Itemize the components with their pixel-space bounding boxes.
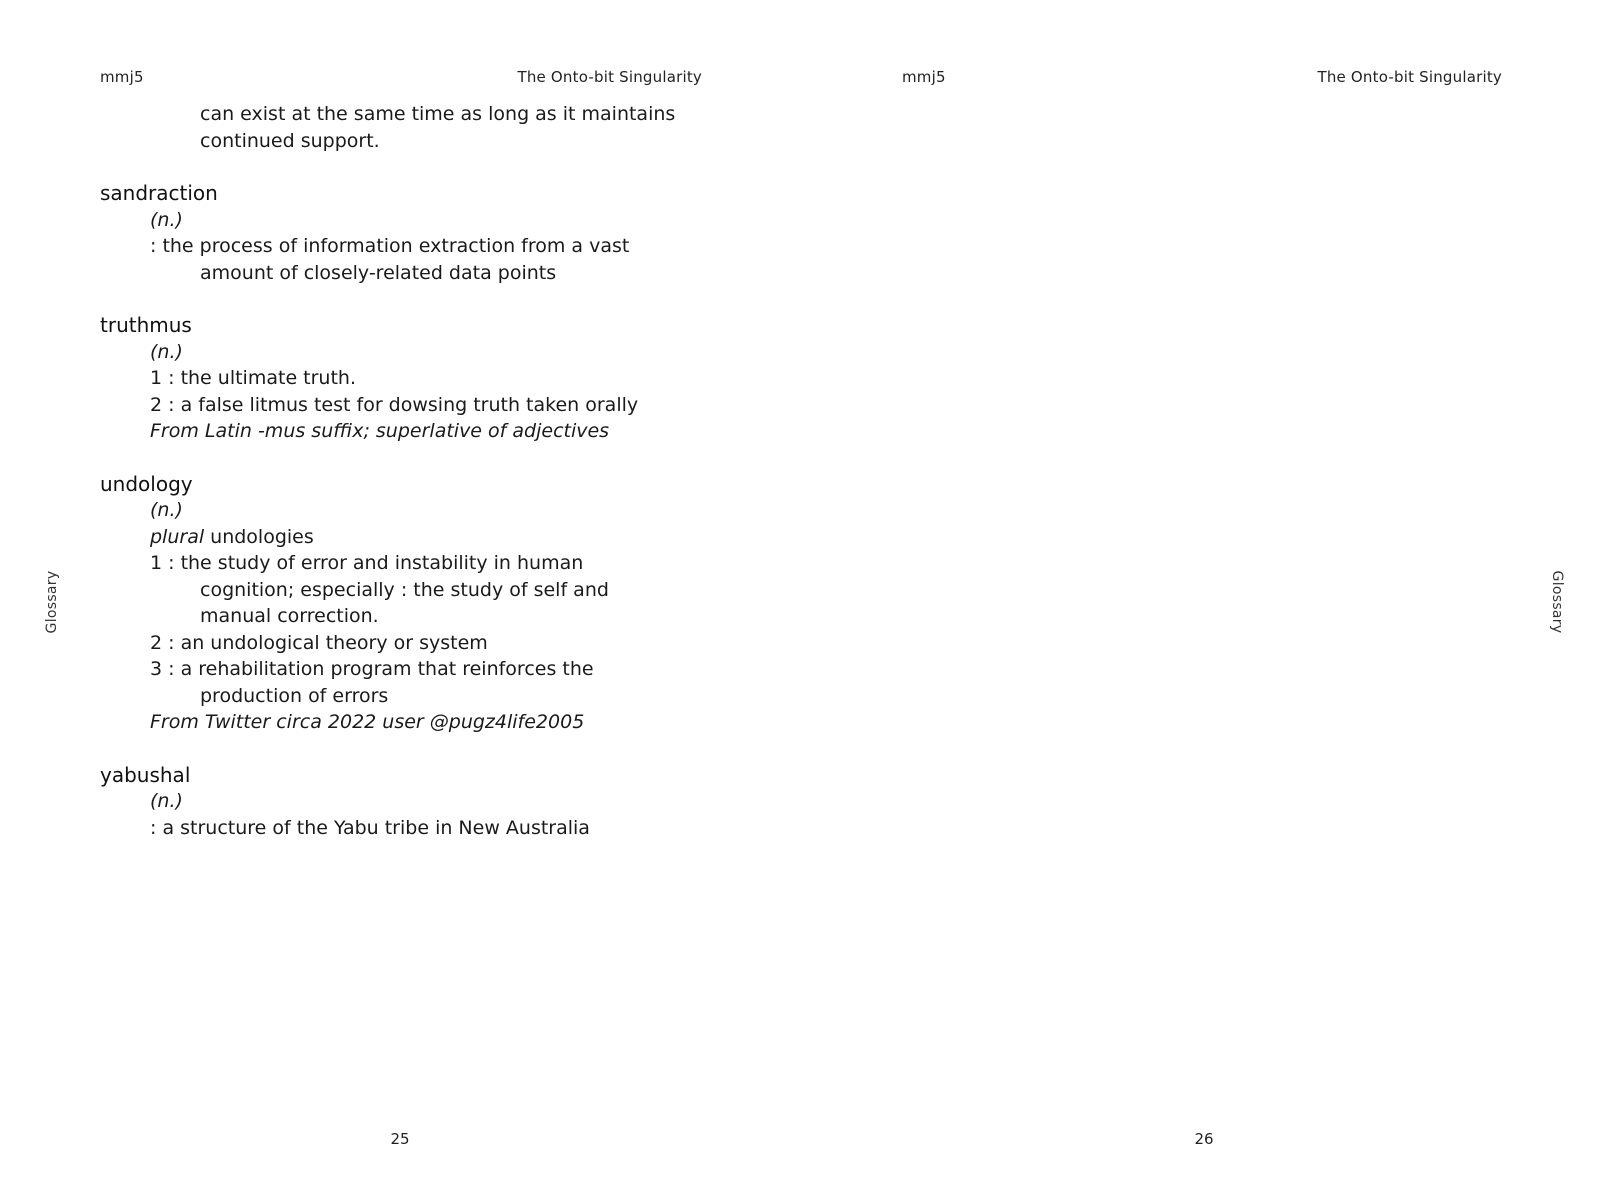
etymology-line: From Latin -mus suffix; superlative of adjectives	[150, 420, 610, 442]
definition-line: 2 : an undological theory or system	[150, 631, 488, 654]
glossary-entry-undology	[100, 471, 720, 736]
plural-label: plural	[150, 525, 205, 548]
definition-line: 3 : a rehabilitation program that reinforces the	[150, 658, 594, 680]
part-of-speech: (n.)	[150, 499, 183, 521]
part-of-speech: (n.)	[150, 208, 183, 231]
definition-line: : a structure of the Yabu tribe in New Australia	[150, 816, 590, 839]
definition-line: 1 : the ultimate truth.	[150, 367, 357, 389]
continued-definition-line: can exist at the same time as long as it maintains	[200, 103, 676, 125]
running-head-author: mmj5	[902, 68, 946, 86]
plural-line	[100, 524, 720, 551]
part-of-speech: (n.)	[150, 340, 183, 363]
etymology-line: From Twitter circa 2022 user @pugz4life2005	[150, 711, 585, 733]
glossary-entry-sandraction	[100, 180, 720, 286]
page-number: 25	[390, 1130, 410, 1148]
running-head-title: The Onto-bit Singularity	[1317, 68, 1502, 86]
definition-line: 2 : a false litmus test for dowsing truth taken orally	[150, 393, 639, 416]
definition-line: cognition; especially : the study of self and	[200, 578, 609, 601]
definition-line: 1 : the study of error and instability in human	[150, 552, 584, 574]
section-side-label: Glossary	[1549, 570, 1565, 634]
definition-line: production of errors	[200, 684, 389, 707]
part-of-speech: (n.)	[150, 790, 183, 812]
entry-term: sandraction	[100, 181, 218, 205]
definition-line: amount of closely-related data points	[200, 261, 557, 284]
right-page	[800, 0, 1600, 1200]
section-side-label: Glossary	[44, 570, 60, 634]
glossary-body	[100, 101, 720, 841]
entry-term: truthmus	[100, 313, 192, 337]
running-head-title: The Onto-bit Singularity	[517, 68, 702, 86]
plural-form: undologies	[204, 525, 314, 548]
entry-term: undology	[100, 471, 193, 496]
running-head-author: mmj5	[100, 68, 144, 86]
continued-definition-line: continued support.	[200, 129, 380, 152]
definition-line: : the process of information extraction from a vast	[150, 235, 630, 257]
glossary-entry-truthmus	[100, 312, 720, 445]
page-number: 26	[1194, 1130, 1214, 1148]
glossary-entry-yabushal	[100, 762, 720, 842]
entry-term: yabushal	[100, 762, 191, 787]
definition-line: manual correction.	[200, 605, 379, 627]
